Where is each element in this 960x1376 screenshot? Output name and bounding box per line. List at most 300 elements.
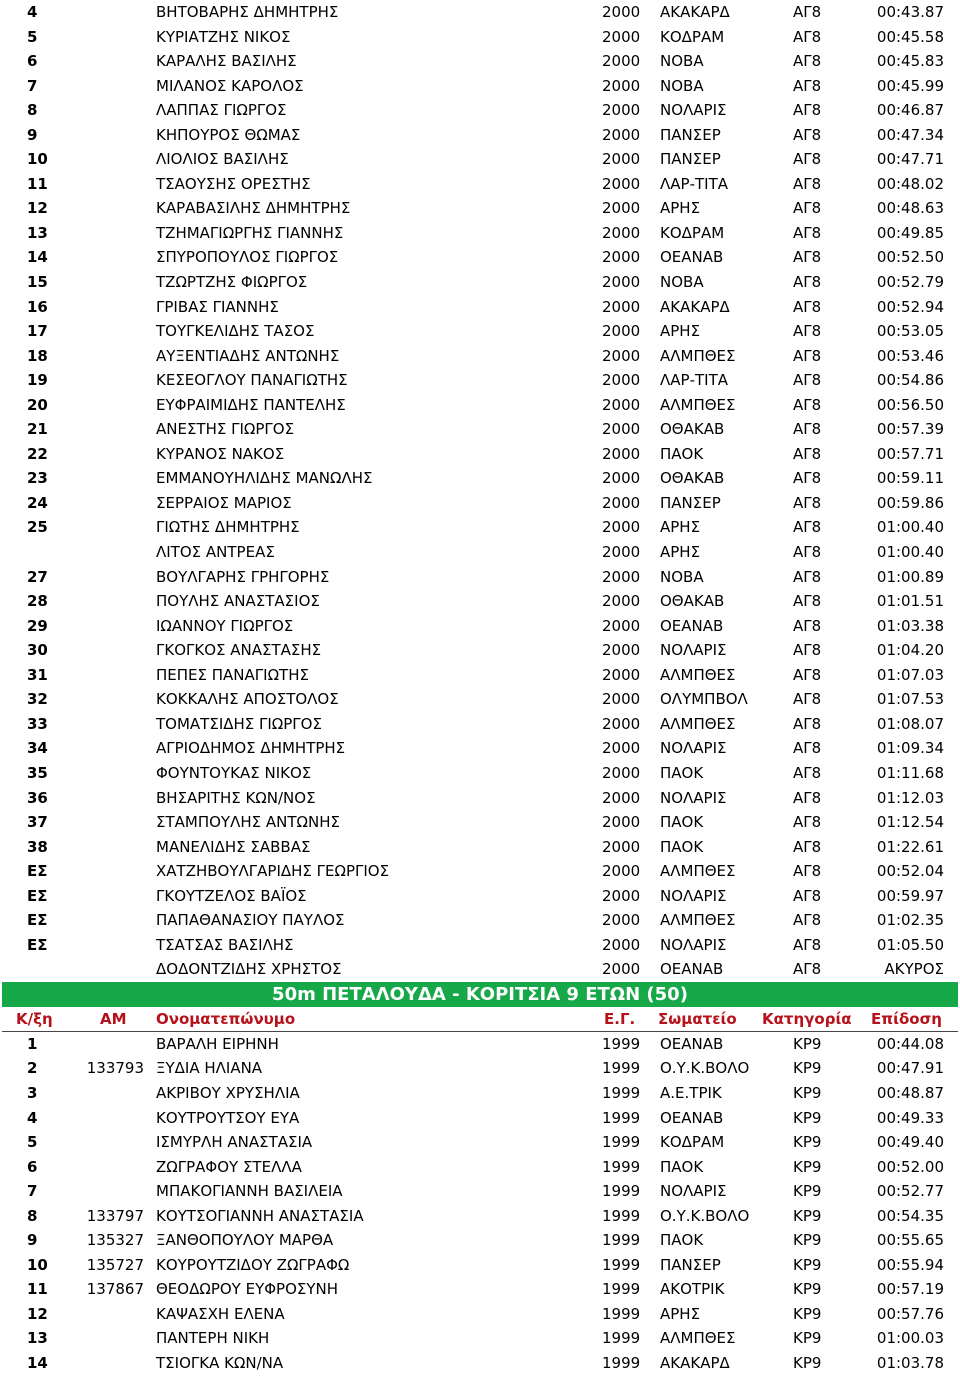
athlete-name: ΜΑΝΕΛΙΔΗΣ ΣΑΒΒΑΣ [156,837,311,856]
athlete-name: ΚΥΡΑΝΟΣ ΝΑΚΟΣ [156,444,285,463]
birth-year: 2000 [602,125,641,144]
birth-year: 2000 [602,101,641,120]
birth-year: 2000 [602,248,641,267]
club-name: ΑΛΜΠΘΕΣ [660,714,736,733]
birth-year: 2000 [602,739,641,758]
table-row [0,1228,960,1253]
birth-year: 2000 [602,297,641,316]
athlete-name: ΕΜΜΑΝΟΥΗΛΙΔΗΣ ΜΑΝΩΛΗΣ [156,469,373,488]
athlete-name: ΑΝΕΣΤΗΣ ΓΙΩΡΓΟΣ [156,420,295,439]
athlete-name: ΕΥΦΡΑΙΜΙΔΗΣ ΠΑΝΤΕΛΗΣ [156,395,346,414]
birth-year: 2000 [602,837,641,856]
table-row [0,442,960,467]
athlete-name: ΓΡΙΒΑΣ ΓΙΑΝΝΗΣ [156,297,279,316]
table-row [0,908,960,933]
table-row [0,540,960,565]
birth-year: 1999 [602,1108,641,1127]
rank-cell: 10 [27,150,48,169]
athlete-name: ΓΙΩΤΗΣ ΔΗΜΗΤΡΗΣ [156,518,300,537]
table-row [0,1106,960,1131]
result-time: 00:52.94 [876,297,944,316]
club-name: ΝΟΒΑ [660,567,704,586]
birth-year: 1999 [602,1280,641,1299]
result-time: 01:03.38 [876,616,944,635]
birth-year: 2000 [602,76,641,95]
result-time: 00:55.94 [876,1255,944,1274]
birth-year: 2000 [602,960,641,979]
birth-year: 2000 [602,788,641,807]
athlete-name: ΛΙΤΟΣ ΑΝΤΡΕΑΣ [156,543,275,562]
category: ΑΓ8 [793,322,822,341]
category: ΑΓ8 [793,174,822,193]
club-name: ΟΘΑΚΑΒ [660,420,725,439]
table-row [0,589,960,614]
birth-year: 2000 [602,641,641,660]
birth-year: 1999 [602,1083,641,1102]
result-time: 01:08.07 [876,714,944,733]
club-name: ΝΟΛΑΡΙΣ [660,935,727,954]
rank-cell: 20 [27,395,48,414]
birth-year: 2000 [602,518,641,537]
result-time: 00:45.99 [876,76,944,95]
result-time: 00:47.91 [876,1059,944,1078]
club-name: ΝΟΛΑΡΙΣ [660,1182,727,1201]
athlete-name: ΒΗΣΑΡΙΤΗΣ ΚΩΝ/ΝΟΣ [156,788,316,807]
category: ΑΓ8 [793,788,822,807]
club-name: ΑΛΜΠΘΕΣ [660,346,736,365]
rank-cell: 14 [27,1353,48,1372]
result-time: 00:57.39 [876,420,944,439]
result-time: 00:46.87 [876,101,944,120]
birth-year: 2000 [602,543,641,562]
birth-year: 2000 [602,911,641,930]
result-time: 00:59.97 [876,886,944,905]
rank-cell: 24 [27,493,48,512]
rank-cell: 6 [27,1157,38,1176]
athlete-name: ΓΚΟΥΤΖΕΛΟΣ ΒΑΪΟΣ [156,886,307,905]
birth-year: 1999 [602,1182,641,1201]
table-row [0,98,960,123]
rank-cell: 10 [27,1255,48,1274]
rank-cell: 34 [27,739,48,758]
athlete-name: ΑΚΡΙΒΟΥ ΧΡΥΣΗΛΙΑ [156,1083,300,1102]
birth-year: 1999 [602,1231,641,1250]
result-time: 01:22.61 [876,837,944,856]
category: ΑΓ8 [793,493,822,512]
category: ΑΓ8 [793,960,822,979]
category: ΑΓ8 [793,813,822,832]
category: ΚΡ9 [793,1133,822,1152]
header-time: Επίδοση [871,1009,942,1028]
result-time: 01:00.89 [876,567,944,586]
athlete-name: ΜΠΑΚΟΓΙΑΝΝΗ ΒΑΣΙΛΕΙΑ [156,1182,343,1201]
athlete-name: ΓΚΟΓΚΟΣ ΑΝΑΣΤΑΣΗΣ [156,641,322,660]
am-cell: 135727 [86,1255,144,1274]
category: ΑΓ8 [793,862,822,881]
category: ΑΓ8 [793,444,822,463]
club-name: ΝΟΒΑ [660,52,704,71]
athlete-name: ΚΗΠΟΥΡΟΣ ΘΩΜΑΣ [156,125,301,144]
table-row [0,0,960,25]
club-name: ΝΟΛΑΡΙΣ [660,788,727,807]
rank-cell: 7 [27,1182,38,1201]
rank-cell: ΕΣ [27,862,48,881]
table-row [0,663,960,688]
table-row [0,957,960,982]
birth-year: 2000 [602,150,641,169]
result-time: 00:59.11 [876,469,944,488]
table-row [0,196,960,221]
birth-year: 1999 [602,1206,641,1225]
club-name: ΠΑΝΣΕΡ [660,150,721,169]
result-time: 00:49.40 [876,1133,944,1152]
category: ΚΡ9 [793,1157,822,1176]
athlete-name: ΣΤΑΜΠΟΥΛΗΣ ΑΝΤΩΝΗΣ [156,813,340,832]
club-name: ΟΕΑΝΑΒ [660,616,724,635]
rank-cell: 9 [27,1231,38,1250]
table-row [0,565,960,590]
result-time: 00:52.77 [876,1182,944,1201]
category: ΑΓ8 [793,27,822,46]
result-time: 01:00.03 [876,1329,944,1348]
club-name: ΑΡΗΣ [660,199,701,218]
category: ΑΓ8 [793,518,822,537]
athlete-name: ΑΥΞΕΝΤΙΑΔΗΣ ΑΝΤΩΝΗΣ [156,346,340,365]
rank-cell: 2 [27,1059,38,1078]
club-name: ΟΕΑΝΑΒ [660,1034,724,1053]
birth-year: 2000 [602,469,641,488]
table-row [0,1253,960,1278]
rank-cell: ΕΣ [27,886,48,905]
category: ΑΓ8 [793,101,822,120]
rank-cell: 11 [27,174,48,193]
club-name: ΠΑΟΚ [660,444,704,463]
club-name: ΟΘΑΚΑΒ [660,469,725,488]
table-row [0,49,960,74]
rank-cell: 29 [27,616,48,635]
birth-year: 2000 [602,493,641,512]
result-time: 00:47.71 [876,150,944,169]
result-time: 00:45.58 [876,27,944,46]
category: ΑΓ8 [793,543,822,562]
result-time: 01:05.50 [876,935,944,954]
table-row [0,393,960,418]
category: ΑΓ8 [793,714,822,733]
athlete-name: ΘΕΟΔΩΡΟΥ ΕΥΦΡΟΣΥΝΗ [156,1280,339,1299]
table-row [0,245,960,270]
rank-cell: 5 [27,27,38,46]
birth-year: 1999 [602,1133,641,1152]
result-time: 01:00.40 [876,543,944,562]
table-row [0,933,960,958]
rank-cell: 23 [27,469,48,488]
athlete-name: ΙΣΜΥΡΛΗ ΑΝΑΣΤΑΣΙΑ [156,1133,313,1152]
club-name: ΟΛΥΜΠΒΟΛ [660,690,748,709]
result-time: 01:12.03 [876,788,944,807]
club-name: ΛΑΡ-ΤΙΤΑ [660,371,728,390]
athlete-name: ΚΑΨΑΣΧΗ ΕΛΕΝΑ [156,1304,285,1323]
table-row [0,859,960,884]
result-time: 00:52.04 [876,862,944,881]
birth-year: 2000 [602,665,641,684]
club-name: ΠΑΟΚ [660,1231,704,1250]
category: ΑΓ8 [793,763,822,782]
club-name: ΑΛΜΠΘΕΣ [660,665,736,684]
club-name: ΝΟΛΑΡΙΣ [660,101,727,120]
header-name: Ονοματεπώνυμο [156,1009,296,1028]
table-row [0,123,960,148]
category: ΑΓ8 [793,248,822,267]
birth-year: 2000 [602,420,641,439]
rank-cell: 38 [27,837,48,856]
table-row [0,835,960,860]
am-cell: 137867 [86,1280,144,1299]
athlete-name: ΦΟΥΝΤΟΥΚΑΣ ΝΙΚΟΣ [156,763,312,782]
category: ΑΓ8 [793,469,822,488]
rank-cell: 25 [27,518,48,537]
birth-year: 1999 [602,1255,641,1274]
am-cell: 133797 [86,1206,144,1225]
athlete-name: ΛΑΠΠΑΣ ΓΙΩΡΓΟΣ [156,101,287,120]
rank-cell: 8 [27,101,38,120]
table-row [0,1056,960,1081]
birth-year: 2000 [602,346,641,365]
table-row [0,74,960,99]
header-year: Ε.Γ. [604,1009,636,1028]
table-row [0,638,960,663]
rank-cell: 13 [27,1329,48,1348]
result-time: 00:48.63 [876,199,944,218]
table-row [0,614,960,639]
result-time: 00:44.08 [876,1034,944,1053]
club-name: ΟΘΑΚΑΒ [660,592,725,611]
athlete-name: ΠΑΠΑΘΑΝΑΣΙΟΥ ΠΑΥΛΟΣ [156,911,345,930]
rank-cell: 6 [27,52,38,71]
category: ΑΓ8 [793,739,822,758]
category: ΚΡ9 [793,1329,822,1348]
table-row [0,1081,960,1106]
club-name: ΠΑΝΣΕΡ [660,493,721,512]
athlete-name: ΤΣΑΟΥΣΗΣ ΟΡΕΣΤΗΣ [156,174,311,193]
category: ΑΓ8 [793,665,822,684]
category: ΑΓ8 [793,567,822,586]
result-time: 00:52.79 [876,273,944,292]
category: ΑΓ8 [793,297,822,316]
club-name: ΠΑΝΣΕΡ [660,1255,721,1274]
birth-year: 1999 [602,1304,641,1323]
result-time: 00:45.83 [876,52,944,71]
birth-year: 2000 [602,3,641,21]
birth-year: 1999 [602,1034,641,1053]
club-name: ΑΛΜΠΘΕΣ [660,1329,736,1348]
category: ΑΓ8 [793,616,822,635]
category: ΚΡ9 [793,1059,822,1078]
club-name: Ο.Υ.Κ.ΒΟΛΟ [660,1206,750,1225]
rank-cell: 13 [27,223,48,242]
birth-year: 2000 [602,52,641,71]
category: ΚΡ9 [793,1255,822,1274]
rank-cell: 8 [27,1206,38,1225]
birth-year: 2000 [602,690,641,709]
athlete-name: ΤΖΗΜΑΓΙΩΡΓΗΣ ΓΙΑΝΝΗΣ [156,223,344,242]
table-row [0,515,960,540]
rank-cell: 33 [27,714,48,733]
table-row [0,1204,960,1229]
athlete-name: ΠΑΝΤΕΡΗ ΝΙΚΗ [156,1329,270,1348]
table-row [0,221,960,246]
club-name: ΑΡΗΣ [660,543,701,562]
table-row [0,25,960,50]
athlete-name: ΣΕΡΡΑΙΟΣ ΜΑΡΙΟΣ [156,493,292,512]
athlete-name: ΤΟΜΑΤΣΙΔΗΣ ΓΙΩΡΓΟΣ [156,714,322,733]
birth-year: 2000 [602,567,641,586]
athlete-name: ΚΑΡΑΒΑΣΙΛΗΣ ΔΗΜΗΤΡΗΣ [156,199,351,218]
rank-cell: 3 [27,1083,38,1102]
category: ΑΓ8 [793,371,822,390]
birth-year: 1999 [602,1157,641,1176]
result-time: 01:01.51 [876,592,944,611]
header-club: Σωματείο [658,1009,737,1028]
result-time: 01:00.40 [876,518,944,537]
result-time: 01:12.54 [876,813,944,832]
table-row [0,295,960,320]
birth-year: 2000 [602,395,641,414]
rank-cell: 18 [27,346,48,365]
result-time: 00:48.87 [876,1083,944,1102]
rank-cell: 36 [27,788,48,807]
club-name: ΛΑΡ-ΤΙΤΑ [660,174,728,193]
category: ΑΓ8 [793,690,822,709]
birth-year: 2000 [602,27,641,46]
table-row [0,270,960,295]
category: ΑΓ8 [793,911,822,930]
table-row [0,147,960,172]
table-row [0,1179,960,1204]
category: ΚΡ9 [793,1182,822,1201]
header-rank: Κ/ξη [16,1009,53,1028]
table-row [0,687,960,712]
rank-cell: 21 [27,420,48,439]
result-time: 00:57.19 [876,1280,944,1299]
club-name: ΑΡΗΣ [660,322,701,341]
rank-cell: 30 [27,641,48,660]
rank-cell: ΕΣ [27,935,48,954]
rank-cell: 22 [27,444,48,463]
category: ΑΓ8 [793,150,822,169]
rank-cell: 7 [27,76,38,95]
table-row [0,466,960,491]
result-time: 00:54.35 [876,1206,944,1225]
athlete-name: ΚΑΡΑΛΗΣ ΒΑΣΙΛΗΣ [156,52,297,71]
table-row [0,1277,960,1302]
table-row [0,1130,960,1155]
rank-cell: 4 [27,3,38,21]
result-time: 00:55.65 [876,1231,944,1250]
result-time: 00:49.33 [876,1108,944,1127]
category: ΑΓ8 [793,641,822,660]
athlete-name: ΜΙΛΑΝΟΣ ΚΑΡΟΛΟΣ [156,76,304,95]
athlete-name: ΤΣΙΟΓΚΑ ΚΩΝ/ΝΑ [156,1353,284,1372]
athlete-name: ΔΟΔΟΝΤΖΙΔΗΣ ΧΡΗΣΤΟΣ [156,960,342,979]
club-name: ΚΟΔΡΑΜ [660,27,725,46]
result-time: 00:57.76 [876,1304,944,1323]
club-name: ΟΕΑΝΑΒ [660,248,724,267]
result-time: 01:11.68 [876,763,944,782]
club-name: ΑΚΑΚΑΡΔ [660,297,730,316]
club-name: ΝΟΒΑ [660,76,704,95]
birth-year: 2000 [602,322,641,341]
birth-year: 1999 [602,1353,641,1372]
result-time: 00:49.85 [876,223,944,242]
table-row [0,417,960,442]
category: ΚΡ9 [793,1083,822,1102]
table-row [0,1032,960,1057]
category: ΑΓ8 [793,52,822,71]
birth-year: 2000 [602,886,641,905]
rank-cell: ΕΣ [27,911,48,930]
rank-cell: 11 [27,1280,48,1299]
rank-cell: 17 [27,322,48,341]
result-time: 01:04.20 [876,641,944,660]
category: ΑΓ8 [793,76,822,95]
rank-cell: 35 [27,763,48,782]
result-time: 00:47.34 [876,125,944,144]
birth-year: 1999 [602,1329,641,1348]
category: ΑΓ8 [793,837,822,856]
result-time: 00:43.87 [876,3,944,21]
table-row [0,491,960,516]
athlete-name: ΚΟΥΤΣΟΓΙΑΝΝΗ ΑΝΑΣΤΑΣΙΑ [156,1206,364,1225]
club-name: ΑΛΜΠΘΕΣ [660,395,736,414]
table-row [0,761,960,786]
category: ΚΡ9 [793,1206,822,1225]
club-name: ΑΡΗΣ [660,1304,701,1323]
club-name: ΠΑΟΚ [660,837,704,856]
athlete-name: ΠΕΠΕΣ ΠΑΝΑΓΙΩΤΗΣ [156,665,309,684]
result-time: 00:52.00 [876,1157,944,1176]
result-time: 01:02.35 [876,911,944,930]
club-name: ΠΑΟΚ [660,813,704,832]
club-name: Ο.Υ.Κ.ΒΟΛΟ [660,1059,750,1078]
result-time: 00:48.02 [876,174,944,193]
athlete-name: ΠΟΥΛΗΣ ΑΝΑΣΤΑΣΙΟΣ [156,592,320,611]
table-row [0,884,960,909]
club-name: ΠΑΝΣΕΡ [660,125,721,144]
club-name: ΝΟΛΑΡΙΣ [660,739,727,758]
club-name: ΚΟΔΡΑΜ [660,223,725,242]
birth-year: 2000 [602,592,641,611]
club-name: ΑΛΜΠΘΕΣ [660,911,736,930]
result-time: 01:09.34 [876,739,944,758]
athlete-name: ΚΟΥΤΡΟΥΤΣΟΥ ΕΥΑ [156,1108,300,1127]
athlete-name: ΚΟΥΡΟΥΤΖΙΔΟΥ ΖΩΓΡΑΦΩ [156,1255,350,1274]
athlete-name: ΚΕΣΕΟΓΛΟΥ ΠΑΝΑΓΙΩΤΗΣ [156,371,348,390]
rank-cell: 28 [27,592,48,611]
category: ΚΡ9 [793,1231,822,1250]
table-row [0,1326,960,1351]
rank-cell: 15 [27,273,48,292]
table-row [0,786,960,811]
club-name: ΑΛΜΠΘΕΣ [660,862,736,881]
result-time: 01:03.78 [876,1353,944,1372]
table-row [0,344,960,369]
birth-year: 2000 [602,223,641,242]
result-time: 00:53.46 [876,346,944,365]
table-row [0,1155,960,1180]
category: ΚΡ9 [793,1304,822,1323]
table-row [0,810,960,835]
event-title-band: 50m ΠΕΤΑΛΟΥΔΑ - ΚΟΡΙΤΣΙΑ 9 ΕΤΩΝ (50) [2,982,958,1007]
